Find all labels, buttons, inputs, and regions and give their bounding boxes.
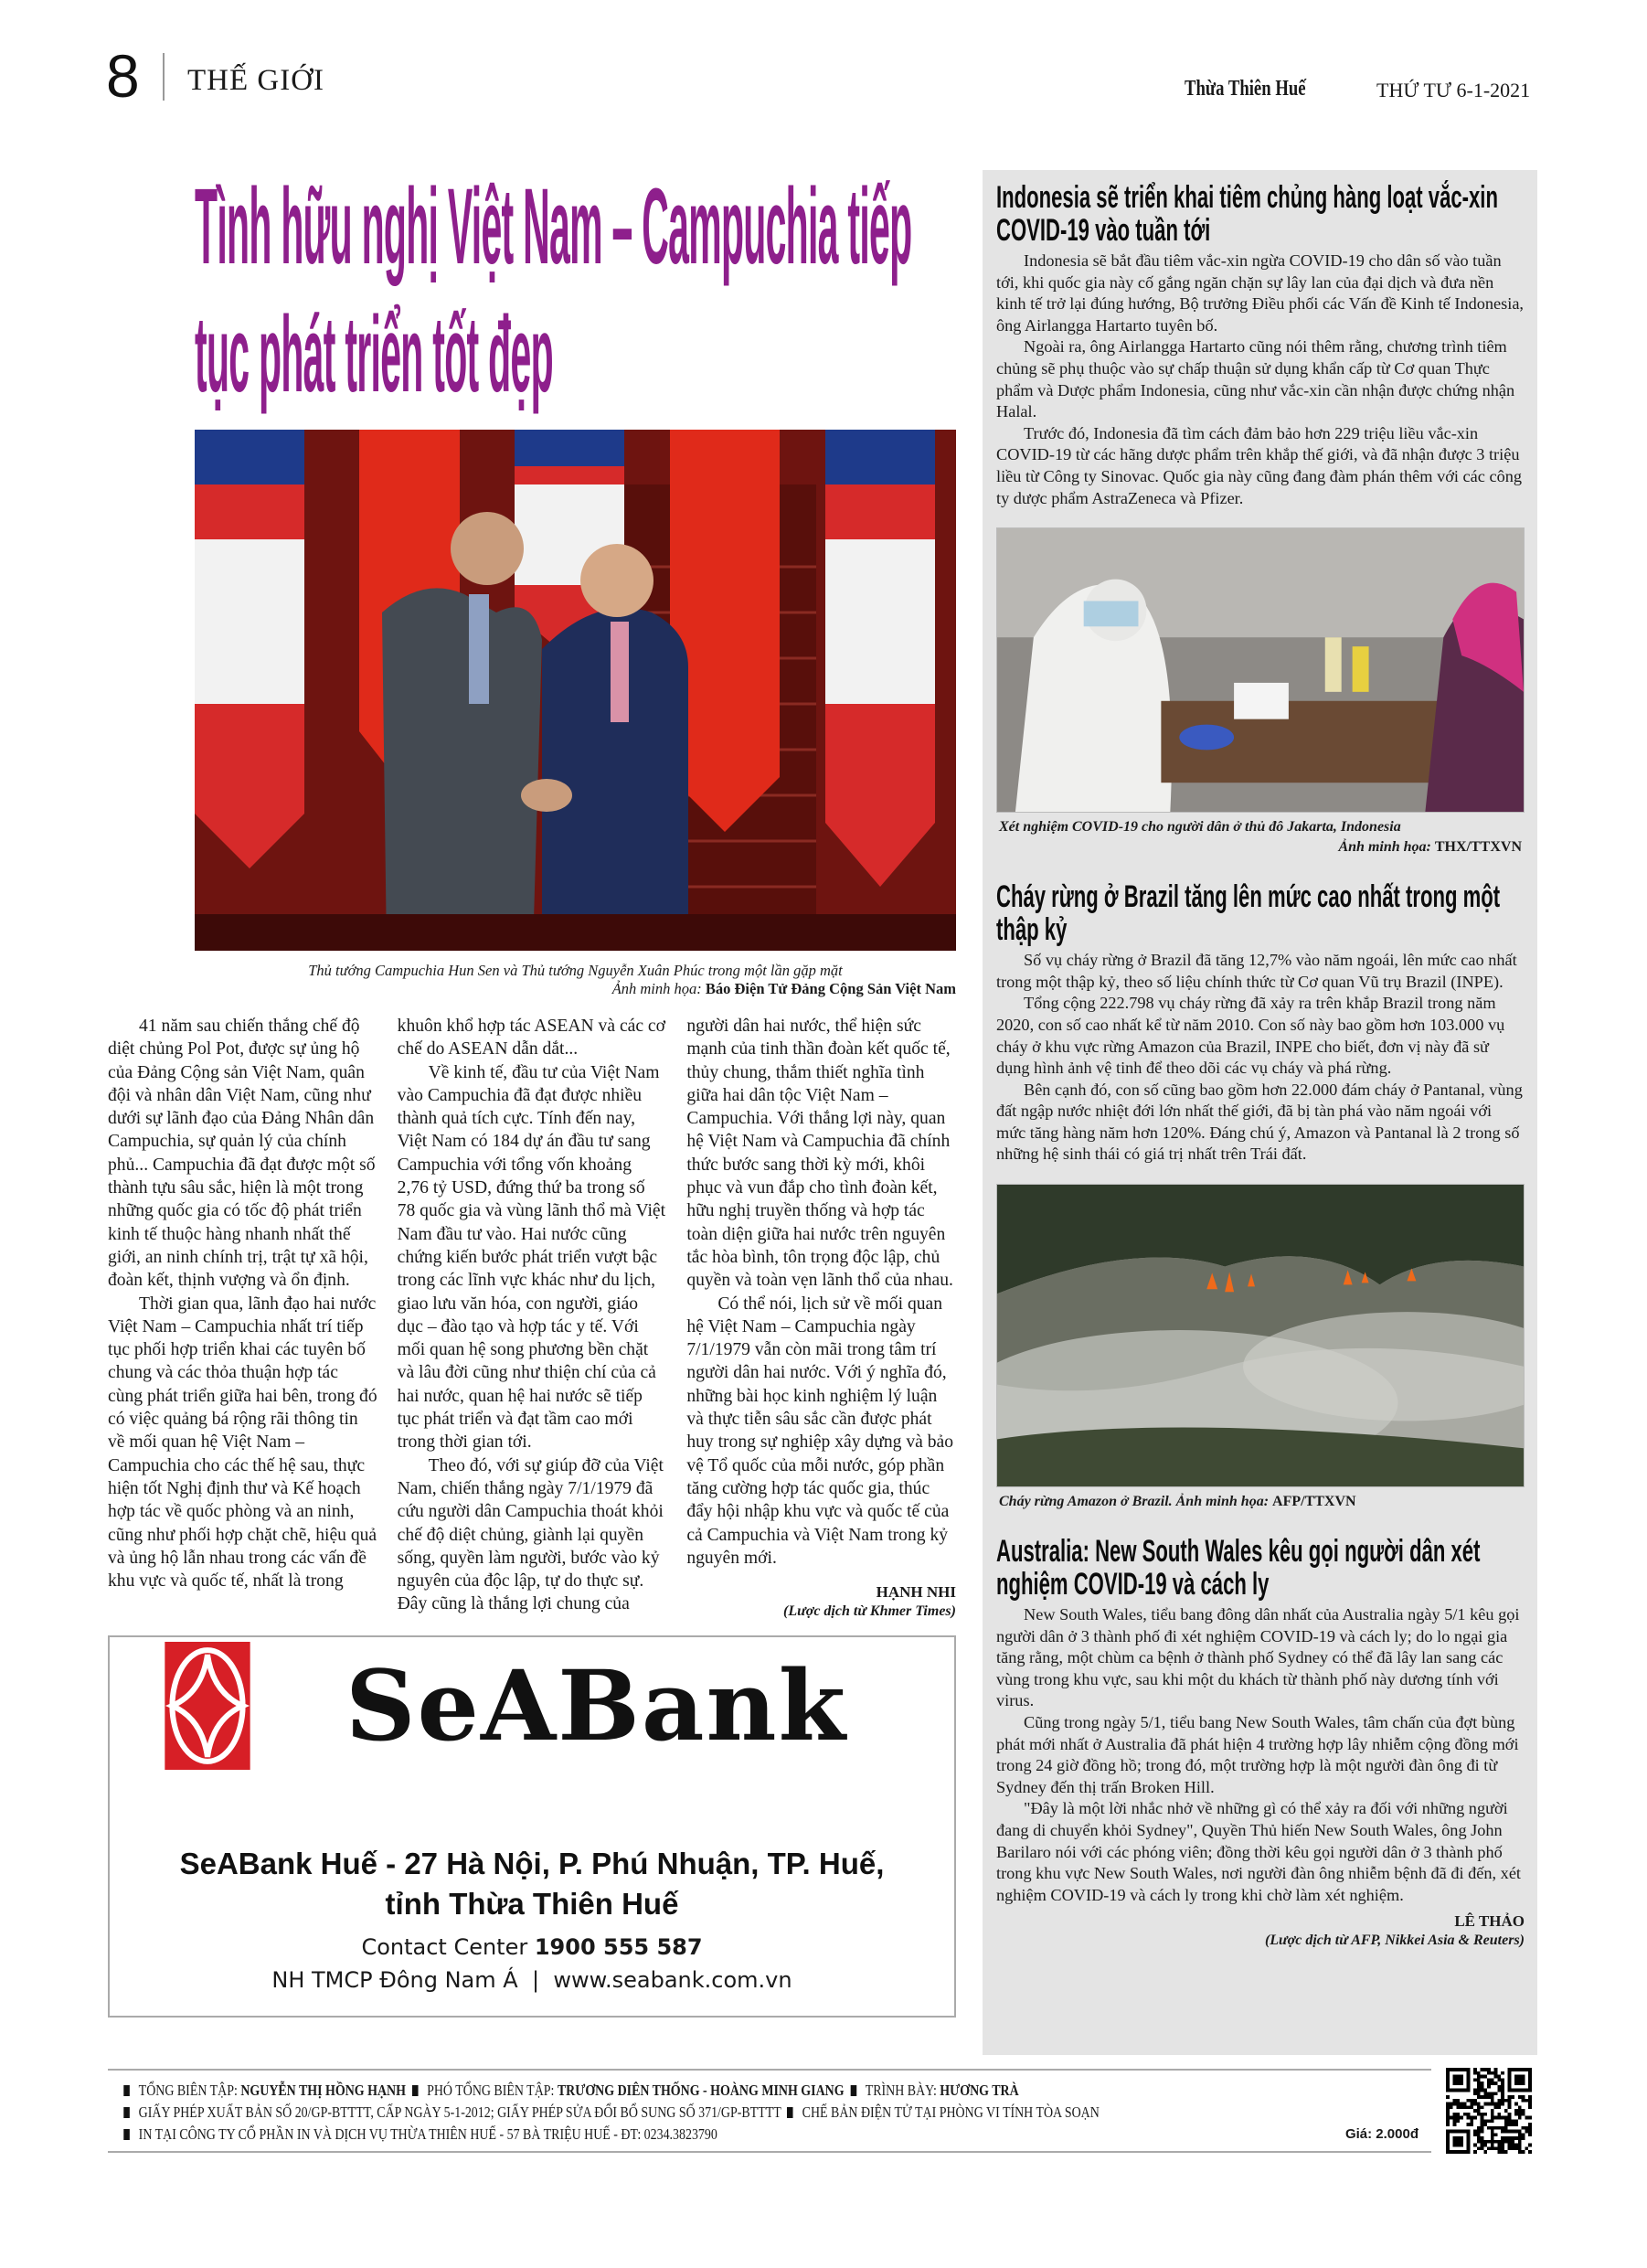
contact-label: Contact Center: [361, 1934, 528, 1961]
article-paragraph: Theo đó, với sự giúp đỡ của Việt Nam, chiến thắng ngày 7/1/1979 đã cứu người dân Campuchia thoát khỏi chế độ diệt chủng, giành lại quyền sống, quyền làm người, bước vào kỷ nguyên của độc lập, tự do thực sự. Đây cũng là thắng lợi chung của người dân hai nước, thể hiện sức mạnh của tinh thần đoàn kết quốc tế, thủy chung, thắm thiết nghĩa tình giữa hai dân tộc Việt Nam – Campuchia. Với thắng lợi này, quan hệ Việt Nam và Campuchia đã chính thức bước sang thời kỳ mới, khôi phục và vun đắp cho tình đoàn kết, hữu nghị truyền thống và hợp tác toàn diện giữa hai nước trên nguyên tắc hòa bình, tôn trọng độc lập, chủ quyền và toàn vẹn lãnh thổ của nhau.: [397, 1017, 953, 1614]
covid-photo-caption: Xét nghiệm COVID-19 cho người dân ở thủ đô Jakarta, Indonesia: [999, 819, 1401, 836]
issue-date: THỨ TƯ 6-1-2021: [1376, 79, 1531, 101]
header-divider: [163, 53, 165, 101]
covid-test-photo: [996, 527, 1525, 813]
ad-address: SeABank Huế - 27 Hà Nội, P. Phú Nhuận, TP. Huế, tỉnh Thừa Thiên Huế: [179, 1847, 885, 1922]
seabank-advertisement[interactable]: [108, 1635, 956, 2018]
seabank-logo-icon: [165, 1642, 250, 1770]
brief-paragraph: Tổng cộng 222.798 vụ cháy rừng đã xảy ra trên khắp Brazil trong năm 2020, con số cao nhất kể từ năm 2010. Con số này bao gồm hơn 103.000 vụ cháy ở khu vực rừng Amazon của Brazil, INPE cho biết, đơn vị này đã sử dụng hình ảnh vệ tinh để theo dõi các vụ cháy và phá rừng.: [996, 994, 1505, 1078]
page-number: 8: [106, 42, 140, 110]
credit-label: Ảnh minh họa:: [611, 980, 702, 997]
brief-indonesia: [996, 181, 1525, 509]
brief-headline: Cháy rừng ở Brazil tăng lên mức cao nhất trong một thập kỷ: [996, 879, 1501, 948]
article-paragraph: Về kinh tế, đầu tư của Việt Nam vào Campuchia đã đạt được nhiều thành quả tích cực. Tính đến nay, Việt Nam có 184 dự án đầu tư sang Campuchia với tổng vốn khoảng 2,76 tỷ USD, đứng thứ ba trong số 78 quốc gia và vùng lãnh thổ mà Việt Nam đầu tư vào. Hai nước cũng chứng kiến bước phát triển vượt bậc trong các lĩnh vực khác như du lịch, giao lưu văn hóa, con người, giáo dục – đào tạo và hợp tác y tế. Với mối quan hệ song phương bền chặt và lâu đời cũng như thiện chí của cả hai nước, quan hệ hai nước sẽ tiếp tục phát triển và đạt tầm cao mới trong thời gian tới.: [397, 1062, 666, 1453]
brief-headline: Indonesia sẽ triển khai tiêm chủng hàng loạt vắc-xin COVID-19 vào tuần tới: [996, 180, 1498, 248]
article-source: (Lược dịch từ Khmer Times): [783, 1603, 956, 1620]
brief-source: (Lược dịch từ AFP, Nikkei Asia & Reuters): [1264, 1933, 1525, 1949]
fire-photo-caption: [996, 1493, 1525, 1511]
editor-label: TỔNG BIÊN TẬP:: [138, 2082, 238, 2099]
brief-paragraph: New South Wales, tiểu bang đông dân nhất của Australia ngày 5/1 kêu gọi người dân ở 3 thành phố đi xét nghiệm COVID-19 và cách ly; do lo ngại gia tăng rằng, một chùm ca bệnh ở thành phố Sydney có thể đã lây lan sang các vùng trong khu vực, sau khi một du khách từ thành phố này dương tính với virus.: [996, 1605, 1520, 1710]
main-photo-credit: [195, 980, 956, 998]
brief-brazil: [996, 880, 1525, 1166]
article-paragraph: Thời gian qua, lãnh đạo hai nước Việt Nam – Campuchia nhất trí tiếp tục phối hợp triển khai các tuyên bố chung và các thỏa thuận hợp tác cùng phát triển giữa hai bên, trong đó có việc quảng bá rộng rãi thông tin về mối quan hệ Việt Nam – Campuchia cho các thế hệ sau, thực hiện tốt Nghị định thư và Kế hoạch hợp tác về quốc phòng và an ninh, cũng như phối hợp chặt chẽ, hiệu quả và ủng hộ lẫn nhau trong các vấn đề khu vực và quốc tế, nhất là trong khuôn khổ hợp tác ASEAN và các cơ chế do ASEAN dẫn dắt...: [108, 1017, 665, 1592]
news-briefs-panel: [983, 170, 1537, 2055]
ad-contact: [110, 1933, 954, 1961]
brief-paragraph: Số vụ cháy rừng ở Brazil đã tăng 12,7% vào năm ngoái, lên mức cao nhất trong một thập kỷ, theo số liệu chính thức từ Cơ quan Vũ trụ Brazil (INPE).: [996, 951, 1517, 991]
credit-source: Báo Điện Tử Đảng Cộng Sản Việt Nam: [705, 980, 956, 997]
contact-number: 1900 555 587: [534, 1934, 703, 1961]
caption-text: Cháy rừng Amazon ở Brazil. Ảnh minh họa:: [999, 1494, 1270, 1510]
ad-bank-line: [110, 1966, 954, 1994]
main-headline: Tình hữu nghị Việt Nam – Campuchia tiếp tục phát triển tốt đẹp: [195, 166, 912, 415]
newspaper-name: Thừa Thiên Huế: [1185, 77, 1306, 101]
layout-name: HƯƠNG TRÀ: [940, 2082, 1019, 2099]
forest-fire-photo: [996, 1184, 1525, 1487]
brief-paragraph: Trước đó, Indonesia đã tìm cách đảm bảo hơn 229 triệu liều vắc-xin COVID-19 từ các hãng dược phẩm trên khắp thế giới, và đã nhận được 3 triệu liều từ Công ty Sinovac. Quốc gia này cũng đang đàm phán thêm với các công ty dược phẩm AstraZeneca và Pfizer.: [996, 423, 1522, 507]
brief-paragraph: Bên cạnh đó, con số cũng bao gồm hơn 22.000 đám cháy ở Pantanal, vùng đất ngập nước nhiệt đới lớn nhất thế giới, đã bị tàn phá vào năm ngoái với mức tăng hàng năm hơn 120%. Đáng chú ý, Amazon và Pantanal là 2 trong số những hệ sinh thái có giá trị nhất trên Trái đất.: [996, 1080, 1523, 1164]
brief-paragraph: Ngoài ra, ông Airlangga Hartarto cũng nói thêm rằng, chương trình tiêm chủng sẽ phụ thuộc vào sự chấp thuận sử dụng khẩn cấp từ Cơ quan Thực phẩm và Dược phẩm Indonesia, cũng như vắc-xin cần nhận được chứng nhận Halal.: [996, 337, 1515, 421]
printer-info: IN TẠI CÔNG TY CỔ PHẦN IN VÀ DỊCH VỤ THỪA THIÊN HUẾ - 57 BÀ TRIỆU HUẾ - ĐT: 0234.3823790: [138, 2125, 717, 2143]
masthead-footer: [108, 2069, 1431, 2153]
main-article-body: [108, 1015, 956, 1621]
credit-label: Ảnh minh họa:: [1338, 839, 1431, 856]
license-info: GIẤY PHÉP XUẤT BẢN SỐ 20/GP-BTTTT, CẤP NGÀY 5-1-2012; GIẤY PHÉP SỬA ĐỔI BỔ SUNG SỐ 371/GP-BTTTT: [138, 2103, 781, 2121]
brief-paragraph: Indonesia sẽ bắt đầu tiêm vắc-xin ngừa COVID-19 cho dân số vào tuần tới, khi quốc gia này cố gắng ngăn chặn sự lây lan của đại dịch và đưa nền kinh tế trở lại đúng hướng, Bộ trưởng Điều phối các Vấn đề Kinh tế Indonesia, ông Airlangga Hartarto tuyên bố.: [996, 251, 1525, 335]
bank-name: NH TMCP Đông Nam Á: [271, 1967, 518, 1994]
credit-source: THX/TTXVN: [1434, 839, 1522, 856]
qr-code-icon[interactable]: [1446, 2068, 1532, 2154]
credit-source: AFP/TTXVN: [1272, 1494, 1356, 1510]
ad-separator: |: [531, 1967, 540, 1994]
article-author: HẠNH NHI: [876, 1583, 956, 1602]
seabank-brand: SeABank: [345, 1648, 848, 1763]
main-photo: [195, 430, 956, 951]
typesetting-info: CHẾ BẢN ĐIỆN TỬ TẠI PHÒNG VI TÍNH TÒA SOẠN: [802, 2103, 1100, 2121]
article-paragraph: Có thể nói, lịch sử về mối quan hệ Việt Nam – Campuchia ngày 7/1/1979 vẫn còn mãi trong tâm trí người dân hai nước. Với ý nghĩa đó, những bài học kinh nghiệm lý luận và thực tiễn sâu sắc cần được phát huy trong sự nghiệp xây dựng và bảo vệ Tổ quốc của mỗi nước, góp phần tăng cường hợp tác quốc gia, thúc đẩy hội nhập khu vực và quốc tế của cả Campuchia và Việt Nam trong kỷ nguyên mới.: [686, 1294, 954, 1568]
bank-website[interactable]: www.seabank.com.vn: [553, 1967, 792, 1994]
deputy-names: TRƯƠNG DIÊN THỐNG - HOÀNG MINH GIANG: [557, 2082, 845, 2099]
brief-paragraph: Cũng trong ngày 5/1, tiểu bang New South Wales, tâm chấn của đợt bùng phát mới nhất ở Australia đã phát hiện 4 trường hợp lây nhiễm cộng đồng mới trong 24 giờ đồng hồ; trong đó, một trường hợp là một người đàn ông đi từ Sydney đến thị trấn Broken Hill.: [996, 1713, 1519, 1796]
main-column: [108, 430, 956, 2018]
covid-photo-credit: [996, 838, 1525, 857]
price: Giá: 2.000đ: [1344, 2126, 1419, 2142]
deputy-label: PHÓ TỔNG BIÊN TẬP:: [427, 2082, 555, 2099]
editor-name: NGUYỄN THỊ HỒNG HẠNH: [240, 2082, 406, 2099]
article-paragraph: 41 năm sau chiến thắng chế độ diệt chủng Pol Pot, được sự ủng hộ của Đảng Cộng sản Việt Nam, quân đội và nhân dân Việt Nam, cũng như dưới sự lãnh đạo của Đảng Nhân dân Campuchia, sự quản lý của chính phủ... Campuchia đã đạt được một số thành tựu sâu sắc, hiện là một trong những quốc gia có tốc độ phát triển kinh tế thuộc hàng nhanh nhất thế giới, an ninh chính trị, trật tự xã hội, đoàn kết, thịnh vượng và ổn định.: [108, 1017, 376, 1291]
brief-author: LÊ THẢO: [1454, 1912, 1525, 1931]
brief-paragraph: "Đây là một lời nhắc nhở về những gì có thể xảy ra đối với những người đang di chuyển khỏi Sydney", Quyền Thủ hiến New South Wales, ông John Barilaro nói với các phóng viên; đồng thời kêu gọi người dân ở 3 thành phố trong khu vực New South Wales, nơi người đàn ông nhiễm bệnh đã đi đến, xét nghiệm COVID-19 và cách ly trong khi chờ làm xét nghiệm.: [996, 1799, 1522, 1904]
brief-headline: Australia: New South Wales kêu gọi người dân xét nghiệm COVID-19 và cách ly: [996, 1534, 1481, 1603]
brief-australia: [996, 1535, 1525, 1950]
section-title: THẾ GIỚI: [187, 64, 325, 97]
layout-label: TRÌNH BÀY:: [865, 2082, 937, 2099]
main-photo-caption: Thủ tướng Campuchia Hun Sen và Thủ tướng Nguyễn Xuân Phúc trong một lần gặp mặt: [308, 962, 843, 979]
